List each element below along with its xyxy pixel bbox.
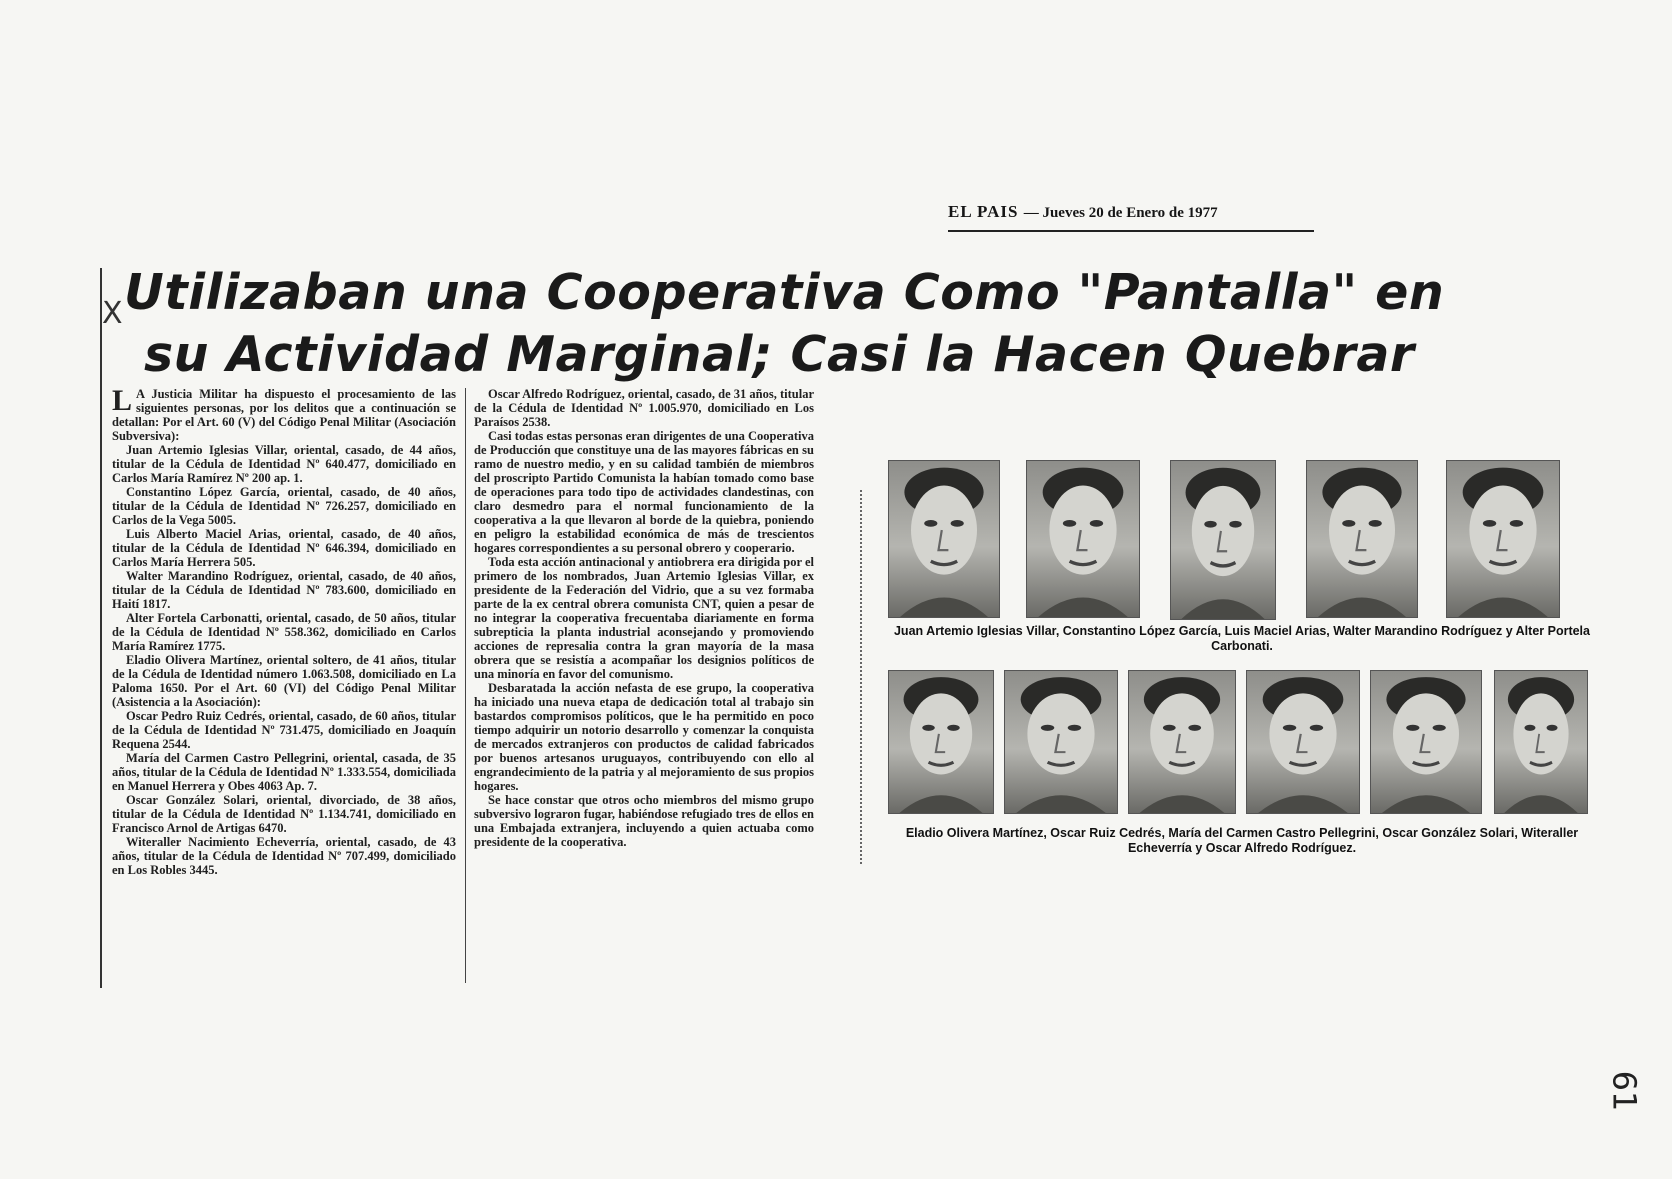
photo-caption-bottom: Eladio Olivera Martínez, Oscar Ruiz Cedrés, María del Carmen Castro Pellegrini, Oscar González Solari, Witeraller Echeverría y Oscar Alfredo Rodríguez. [905,826,1579,855]
article-paragraph [112,527,456,569]
person-name: Luis Alberto Maciel Arias, [126,527,281,541]
article-paragraph [112,653,456,709]
left-margin-rule [100,268,102,988]
headline [124,262,1445,386]
article-paragraph [474,387,814,429]
article-column-2 [474,387,814,849]
person-name: María del Carmen Castro Pellegrini, [126,751,329,765]
paragraph-text: oriental, casado, de 50 años, titular de la Cédula de Identidad Nº 558.362, domiciliado en Carlos María Ramírez 1775. [112,611,457,653]
paragraph-text: oriental, casado, de 43 años, titular de la Cédula de Identidad Nº 707.499, domiciliado en Los Robles 3445. [112,835,457,877]
intro-text: A Justicia Militar ha dispuesto el procesamiento de las siguientes personas, por los delitos que a continuación se detallan: Por el Art. 60 (V) del Código Penal Militar (Asociación Subversiva): [112,387,456,443]
portrait-photo [1306,460,1418,618]
portrait-photo [1494,670,1588,814]
paragraph-text: oriental, casado, de 40 años, titular de la Cédula de Identidad Nº 726.257, domiciliado en Carlos de la Vega 5005. [112,485,457,527]
person-name: Oscar Alfredo Rodríguez, [488,387,625,401]
drop-cap: L [112,384,133,417]
article-intro [112,384,456,443]
article-paragraph [112,611,456,653]
paragraph-text: oriental soltero, de 41 años, titular de la Cédula de Identidad número 1.063.508, domiciliado en La Paloma 1650. Por el Art. 60 (VI) del Código Penal Militar (Asistencia a la Asociación): [112,653,457,709]
person-name: Witeraller Nacimiento Echeverría, [126,835,319,849]
paragraph-text: oriental, casado, de 31 años, titular de la Cédula de Identidad Nº 1.005.970, domiciliado en Los Paraísos 2538. [474,387,815,429]
article-paragraph [112,793,456,835]
person-name: Juan Artemio Iglesias Villar, [126,443,288,457]
article-paragraph [112,709,456,751]
margin-handwritten-mark: X [102,296,123,331]
article-paragraph [112,835,456,877]
article-paragraph [474,555,814,681]
portrait-photo [1246,670,1360,814]
masthead [948,202,1314,232]
paragraph-text: Desbaratada la acción nefasta de ese grupo, la cooperativa ha iniciado una nueva etapa de dedicación total al trabajo sin bastardos compromisos políticos, que le ha permitido en poco tiempo adquirir un notorio desarrollo y comenzar la conquista de mercados extranjeros con productos de calidad fabricados por buenos artesanos uruguayos, contribuyendo con ello al engrandecimiento de la patria y al mejoramiento de sus propios hogares. [474,681,814,793]
portrait-photo [1004,670,1118,814]
masthead-date: — Jueves 20 de Enero de 1977 [1023,205,1218,221]
person-name: Oscar González Solari, [126,793,259,807]
article-paragraph [474,429,814,555]
paragraph-text: oriental, casada, de 35 años, titular de la Cédula de Identidad Nº 1.333.554, domiciliada en Manuel Herrera y Obes 4063 Ap. 7. [112,751,456,793]
portrait-photo [1370,670,1482,814]
paragraph-text: oriental, casado, de 44 años, titular de la Cédula de Identidad Nº 640.477, domiciliado en Carlos María Ramírez Nº 200 ap. 1. [112,443,457,485]
person-name: Eladio Olivera Martínez, [126,653,263,667]
person-name: Oscar Pedro Ruiz Cedrés, [126,709,266,723]
portrait-photo [1128,670,1236,814]
photo-row-top [888,460,1560,620]
paragraph-text: oriental, divorciado, de 38 años, titular de la Cédula de Identidad Nº 1.134.741, domiciliado en Francisco Arnol de Artigas 6470. [112,793,456,835]
person-name: Walter Marandino Rodríguez, [126,569,293,583]
paragraph-text: oriental, casado, de 60 años, titular de la Cédula de Identidad Nº 731.475, domiciliado en Joaquín Requena 2544. [112,709,457,751]
article-column-1 [112,384,457,877]
article-paragraph [474,681,814,793]
photo-row-bottom [888,670,1588,814]
column-divider [465,388,466,983]
portrait-photo [888,670,994,814]
paragraph-text: oriental, casado, de 40 años, titular de la Cédula de Identidad Nº 783.600, domiciliado en Haití 1817. [112,569,457,611]
article-paragraph [112,751,456,793]
person-name: Constantino López García, [126,485,280,499]
photo-section-rule [860,490,862,864]
paragraph-text: Casi todas estas personas eran dirigentes de una Cooperativa de Producción que constituye una de las mayores fábricas en su ramo de nuestro medio, y en su calidad también de miembros del proscripto Partido Comunista la habían tomado como base de operaciones para todo tipo de actividades clandestinas, con claro desmedro para el normal funcionamiento de la cooperativa a la que llevaron al borde de la quiebra, poniendo en peligro la estabilidad económica de más de trescientos hogares correspondientes a su personal obrero y cooperario. [474,429,814,555]
portrait-photo [1026,460,1140,618]
article-paragraph [474,793,814,849]
masthead-paper-name: EL PAIS [948,202,1019,221]
portrait-photo [1446,460,1560,618]
paragraph-text: Toda esta acción antinacional y antiobrera era dirigida por el primero de los nombrados, Juan Artemio Iglesias Villar, ex presidente de la Federación del Vidrio, que a su vez formaba parte de la ex central obrera comunista CNT, quien a pesar de no integrar la cooperativa frecuentaba diariamente en forma subrepticia la planta industrial aconsejando y promoviendo acciones de represalia contra la gran mayoría de la masa obrera que se resistía a acompañar los designios políticos de una minoría en favor del comunismo. [474,555,814,681]
paragraph-text: oriental, casado, de 40 años, titular de la Cédula de Identidad Nº 646.394, domiciliado en Carlos María Herrera 505. [112,527,456,569]
paragraph-text: Se hace constar que otros ocho miembros del mismo grupo subversivo lograron fugar, habiéndose refugiado tres de ellos en una Embajada extranjera, incluyendo a quien actuaba como presidente de la cooperativa. [474,793,814,849]
portrait-photo [888,460,1000,618]
headline-line-1: Utilizaban una Cooperativa Como "Pantalla" en [124,264,1445,321]
headline-line-2: su Actividad Marginal; Casi la Hacen Quebrar [144,326,1415,383]
article-paragraph [112,569,456,611]
person-name: Alter Fortela Carbonatti, [126,611,263,625]
article-paragraph [112,443,456,485]
portrait-photo [1170,460,1276,620]
article-paragraph [112,485,456,527]
photo-caption-top: Juan Artemio Iglesias Villar, Constantino López García, Luis Maciel Arias, Walter Marandino Rodríguez y Alter Portela Carbonati. [893,624,1590,653]
page-number: 61 [1605,1070,1644,1112]
